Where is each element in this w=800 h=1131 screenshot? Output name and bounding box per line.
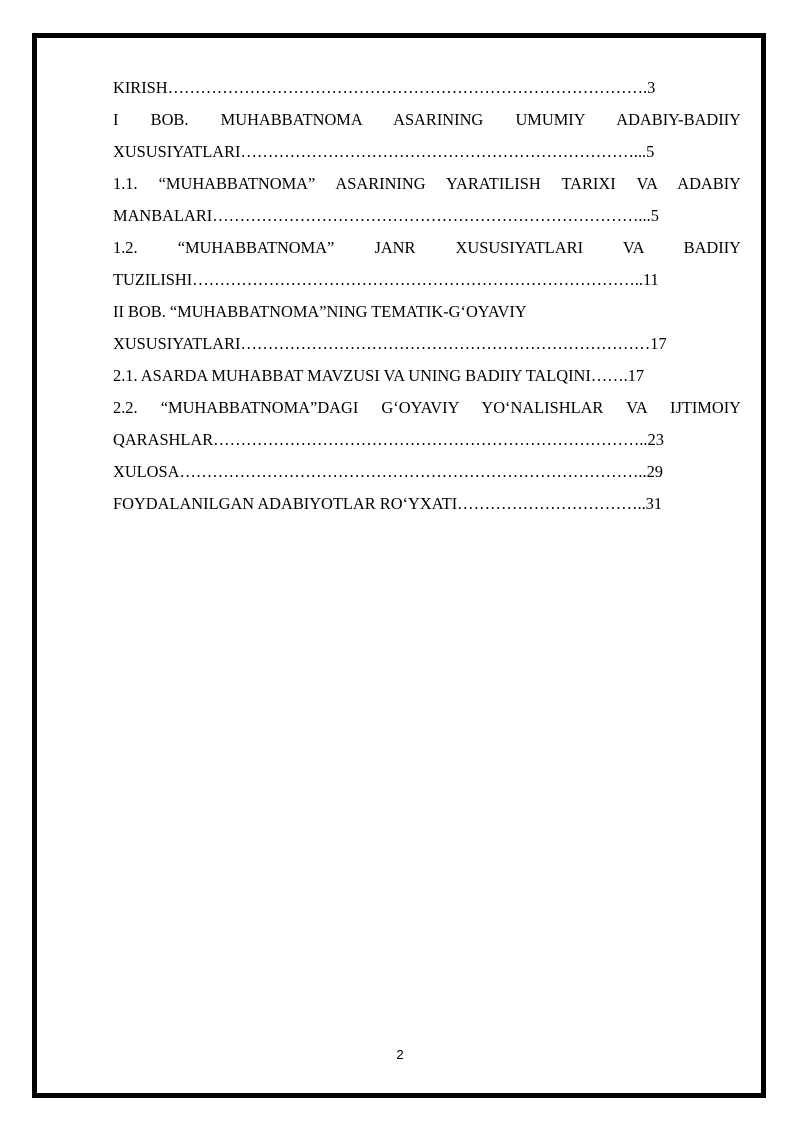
toc-entry-chapter-2-title: II BOB. “MUHABBATNOMA”NING TEMATIK-G‘OYAVIY (113, 302, 527, 321)
toc-entry-section-2-2-page: QARASHLAR……………………………………………………………………..23 (113, 430, 664, 449)
toc-entry-section-1-1-page: MANBALARI……………………………………………………………………...5 (113, 206, 659, 225)
table-of-contents (113, 72, 741, 520)
toc-entry-chapter-1-page: XUSUSIYATLARI………………………………………………………………...5 (113, 142, 655, 161)
toc-entry-kirish: KIRISH…………………………………………………………………………….3 (113, 78, 656, 97)
toc-entry-section-1-1-title: 1.1. “MUHABBATNOMA” ASARINING YARATILISH TARIXI VA ADABIY (113, 174, 741, 193)
toc-entry-bibliography: FOYDALANILGAN ADABIYOTLAR RO‘YXATI……………………………..31 (113, 494, 663, 513)
page-number: 2 (396, 1047, 404, 1062)
toc-entry-chapter-2-page: XUSUSIYATLARI…………………………………………………………………17 (113, 334, 667, 353)
toc-entry-section-1-2-title: 1.2. “MUHABBATNOMA” JANR XUSUSIYATLARI VA BADIIY (113, 238, 741, 257)
toc-entry-chapter-1-title: I BOB. MUHABBATNOMA ASARINING UMUMIY ADABIY-BADIIY (113, 110, 741, 129)
toc-entry-xulosa: XULOSA…………………………………………………………………………..29 (113, 462, 663, 481)
toc-entry-section-2-1: 2.1. ASARDA MUHABBAT MAVZUSI VA UNING BADIIY TALQINI…….17 (113, 366, 645, 385)
toc-entry-section-1-2-page: TUZILISHI………………………………………………………………………..11 (113, 270, 659, 289)
toc-entry-section-2-2-title: 2.2. “MUHABBATNOMA”DAGI G‘OYAVIY YO‘NALISHLAR VA IJTIMOIY (113, 398, 741, 417)
